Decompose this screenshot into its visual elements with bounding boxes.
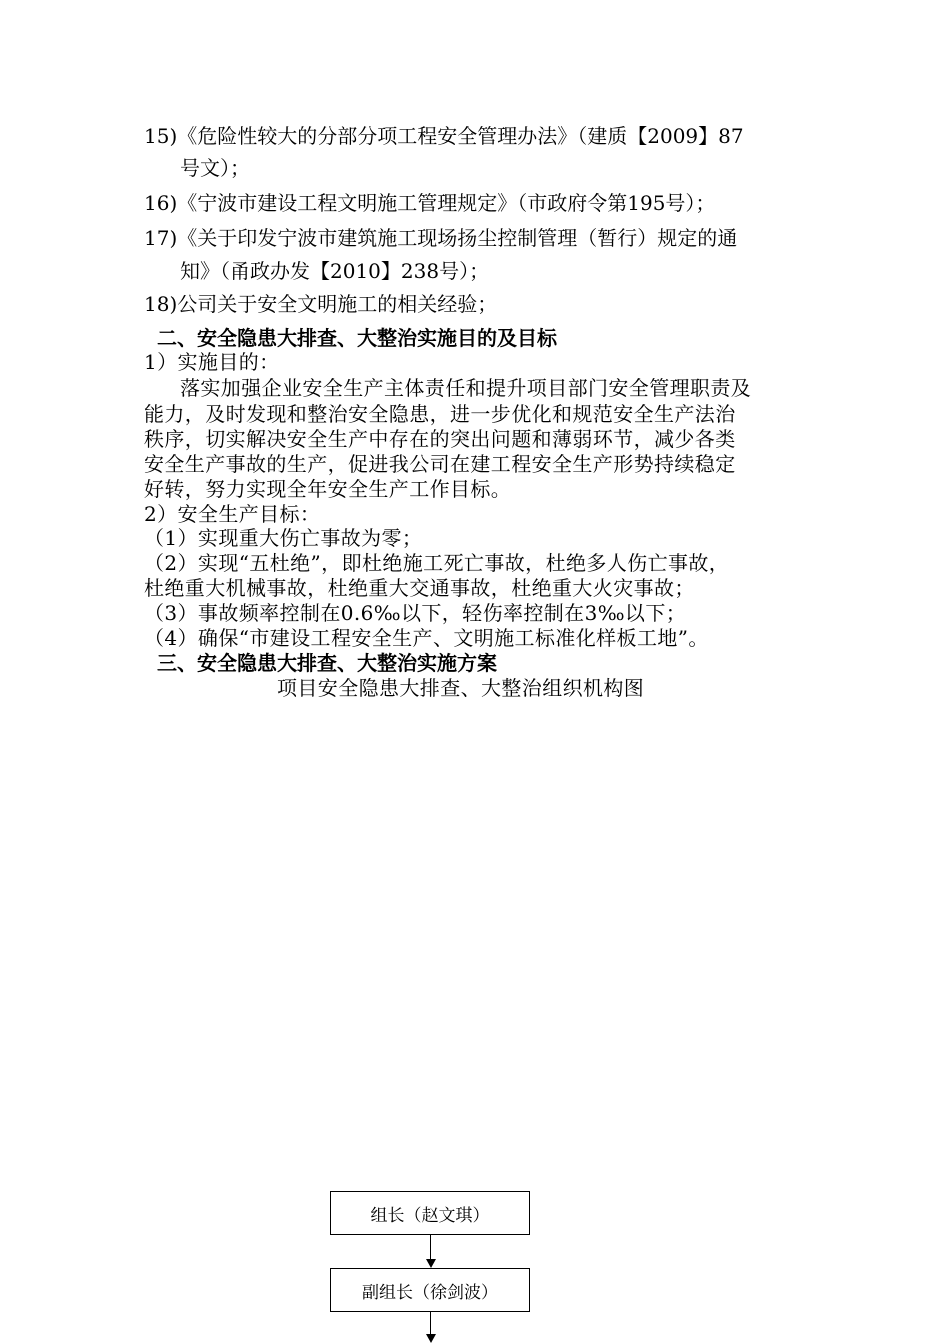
- org-leader-label: 组长（赵文琪）: [370, 1205, 490, 1226]
- purpose-text-line: 安全生产事故的生产，促进我公司在建工程安全生产形势持续稳定: [144, 452, 736, 476]
- org-connector-line: [430, 1312, 431, 1334]
- reference-item-17-cont: 知》（甬政办发【2010】238号）；: [180, 259, 490, 283]
- purpose-text-line: 落实加强企业安全生产主体责任和提升项目部门安全管理职责及: [180, 376, 752, 400]
- reference-item-15: 15)《危险性较大的分部分项工程安全管理办法》（建质【2009】87: [144, 124, 744, 148]
- reference-item-18: 18)公司关于安全文明施工的相关经验；: [144, 292, 498, 316]
- org-arrow-head: [426, 1334, 436, 1343]
- reference-item-17: 17)《关于印发宁波市建筑施工现场扬尘控制管理（暂行）规定的通: [144, 226, 738, 250]
- org-deputy-label: 副组长（徐剑波）: [362, 1282, 498, 1303]
- goal-label: 2）安全生产目标：: [144, 502, 321, 526]
- org-connector-line: [430, 1235, 431, 1259]
- goal-item: （2）实现“五杜绝”，即杜绝施工死亡事故，杜绝多人伤亡事故，: [144, 551, 730, 575]
- org-arrow-head: [426, 1259, 436, 1268]
- purpose-text-line: 秩序，切实解决安全生产中存在的突出问题和薄弱环节，减少各类: [144, 427, 736, 451]
- org-deputy-box: [330, 1268, 530, 1312]
- reference-item-16: 16)《宁波市建设工程文明施工管理规定》（市政府令第195号）；: [144, 191, 716, 215]
- section-heading-2: 二、安全隐患大排查、大整治实施目的及目标: [157, 326, 557, 350]
- org-leader-box: [330, 1191, 530, 1235]
- goal-item: （3）事故频率控制在0.6‰以下，轻伤率控制在3‰以下；: [144, 601, 687, 625]
- purpose-text-line: 能力，及时发现和整治安全隐患，进一步优化和规范安全生产法治: [144, 402, 736, 426]
- purpose-text-line: 好转，努力实现全年安全生产工作目标。: [144, 477, 512, 501]
- section-heading-3: 三、安全隐患大排查、大整治实施方案: [157, 651, 497, 675]
- goal-item: （4）确保“市建设工程安全生产、文明施工标准化样板工地”。: [144, 626, 709, 650]
- purpose-label: 1）实施目的：: [144, 350, 280, 374]
- reference-item-15-cont: 号文）；: [180, 156, 250, 180]
- org-chart-title: 项目安全隐患大排查、大整治组织机构图: [277, 676, 645, 700]
- goal-item: （1）实现重大伤亡事故为零；: [144, 526, 423, 550]
- goal-item-cont: 杜绝重大机械事故，杜绝重大交通事故，杜绝重大火灾事故；: [144, 576, 695, 600]
